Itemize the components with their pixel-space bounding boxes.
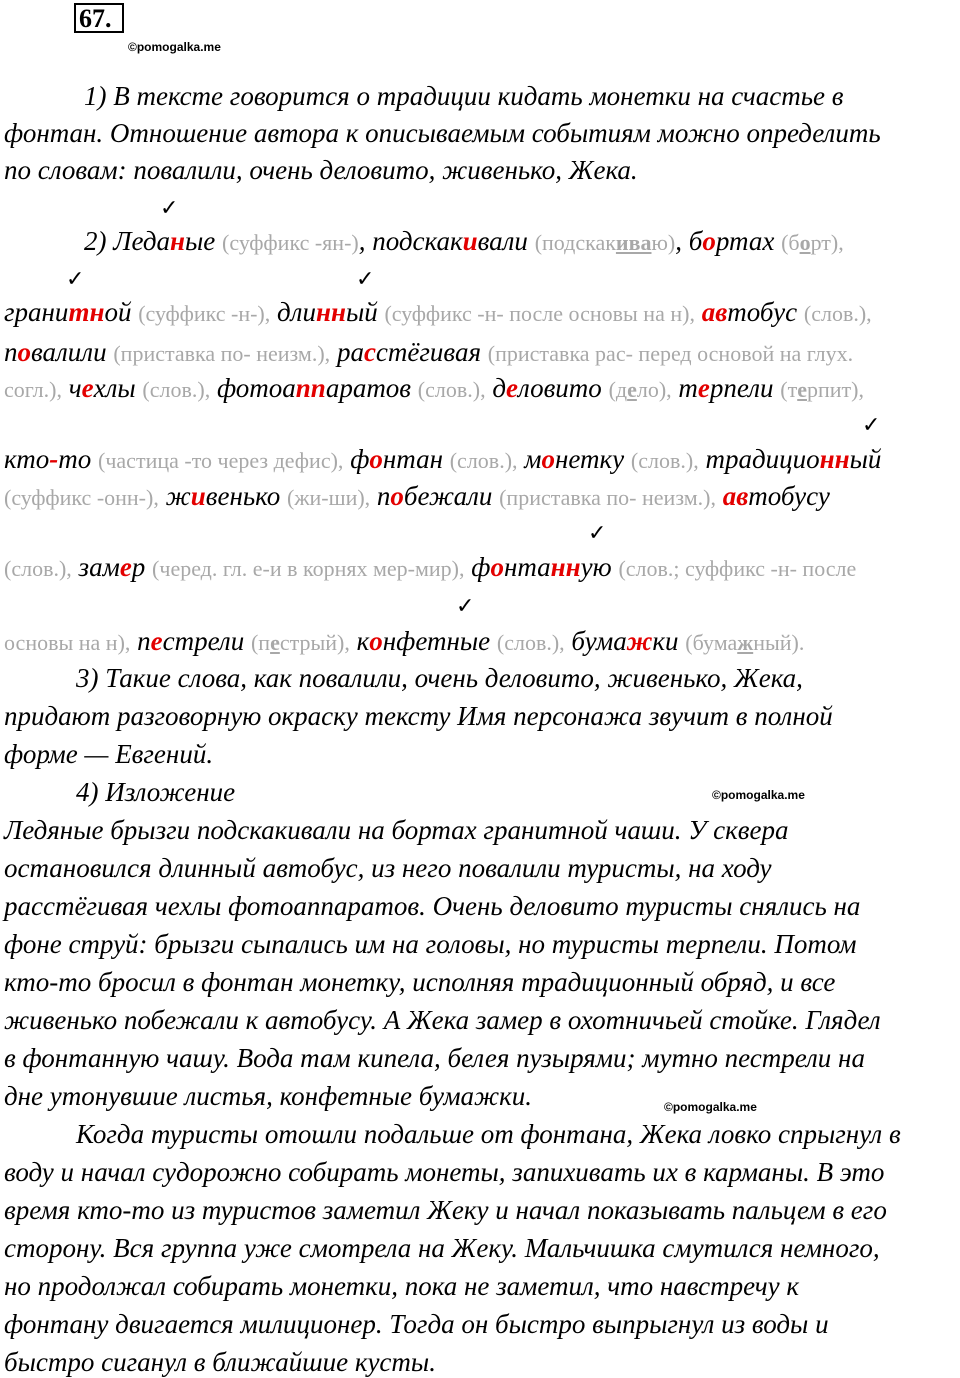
check-mark-icon: ✓ (356, 266, 375, 291)
watermark: ©pomogalka.me (712, 788, 805, 802)
p4-line: кто-то бросил в фонтан монетку, исполняя традиционный обряд, и все (4, 967, 836, 997)
p4-line: расстёгивая чехлы фотоаппаратов. Очень деловито туристы снялись на (4, 891, 861, 921)
check-mark-icon: ✓ (160, 195, 179, 220)
p3-line-3: форме — Евгений. (4, 739, 214, 769)
p1-line-3: по словам: повалили, очень деловито, живенько, Жека. (4, 155, 638, 185)
p1-line-2: фонтан. Отношение автора к описываемым событиям можно определить (4, 118, 881, 148)
exercise-number: 67. (74, 3, 124, 33)
p4-line: Ледяные брызги подскакивали на бортах гранитной чаши. У сквера (4, 815, 789, 845)
p4-line: время кто-то из туристов заметил Жеку и начал показывать пальцем в его (4, 1195, 887, 1225)
p3-line-1: 3) Такие слова, как повалили, очень деловито, живенько, Жека, (76, 663, 803, 693)
p4-line: сторону. Вся группа уже смотрела на Жеку. Мальчишка смутился немного, (4, 1233, 880, 1263)
p2-line-2: гранитной (суффикс -н-), длинный (суффикс -н- после основы на н), автобус (слов.), (4, 297, 872, 327)
p2-line-6: (суффикс -онн-), живенько (жи-ши), побежали (приставка по- неизм.), автобусу (4, 481, 830, 511)
p2-line-7: (слов.), замер (черед. гл. е-и в корнях мер-мир), фонтанную (слов.; суффикс -н- после (4, 552, 857, 582)
watermark: ©pomogalka.me (128, 40, 221, 54)
p1-line-1: 1) В тексте говорится о традиции кидать монетки на счастье в (84, 81, 844, 111)
p4-line: дне утонувшие листья, конфетные бумажки. (4, 1081, 533, 1111)
p4-line: фонтану двигается милиционер. Тогда он быстро выпрыгнул из воды и (4, 1309, 829, 1339)
p2-line-5: кто-то (частица -то через дефис), фонтан (слов.), монетку (слов.), традиционный (4, 444, 882, 474)
p4-line: но продолжал собирать монетки, пока не заметил, что навстречу к (4, 1271, 800, 1301)
p3-line-2: придают разговорную окраску тексту Имя персонажа звучит в полной (4, 701, 833, 731)
p2-line-8: основы на н), пестрели (пестрый), конфетные (слов.), бумажки (бумажный). (4, 626, 805, 656)
check-mark-icon: ✓ (66, 266, 85, 291)
p4-line: фоне струй: брызги сыпались им на головы, но туристы терпели. Потом (4, 929, 857, 959)
p4-line: в фонтанную чашу. Вода там кипела, белея пузырями; мутно пестрели на (4, 1043, 865, 1073)
p4-line: быстро сиганул в ближайшие кусты. (4, 1347, 436, 1377)
p2-line-4: согл.), чехлы (слов.), фотоаппаратов (слов.), деловито (дело), терпели (терпит), (4, 373, 864, 403)
p4-heading: 4) Изложение (76, 777, 236, 807)
p2-line-3: повалили (приставка по- неизм.), расстёгивая (приставка рас- перед основой на глух. (4, 337, 854, 367)
watermark: ©pomogalka.me (664, 1100, 757, 1114)
p4-line: остановился длинный автобус, из него повалили туристы, на ходу (4, 853, 772, 883)
p4-line: воду и начал судорожно собирать монеты, запихивать их в карманы. В это (4, 1157, 885, 1187)
check-mark-icon: ✓ (862, 412, 881, 437)
p4-line: живенько побежали к автобусу. А Жека замер в охотничьей стойке. Глядел (4, 1005, 881, 1035)
check-mark-icon: ✓ (588, 520, 607, 545)
p2-line-1: 2) Леданые (суффикс -ян-), подскакивали (подскакиваю), бортах (борт), (84, 226, 844, 256)
p4-line: Когда туристы отошли подальше от фонтана, Жека ловко спрыгнул в (76, 1119, 901, 1149)
check-mark-icon: ✓ (456, 593, 475, 618)
